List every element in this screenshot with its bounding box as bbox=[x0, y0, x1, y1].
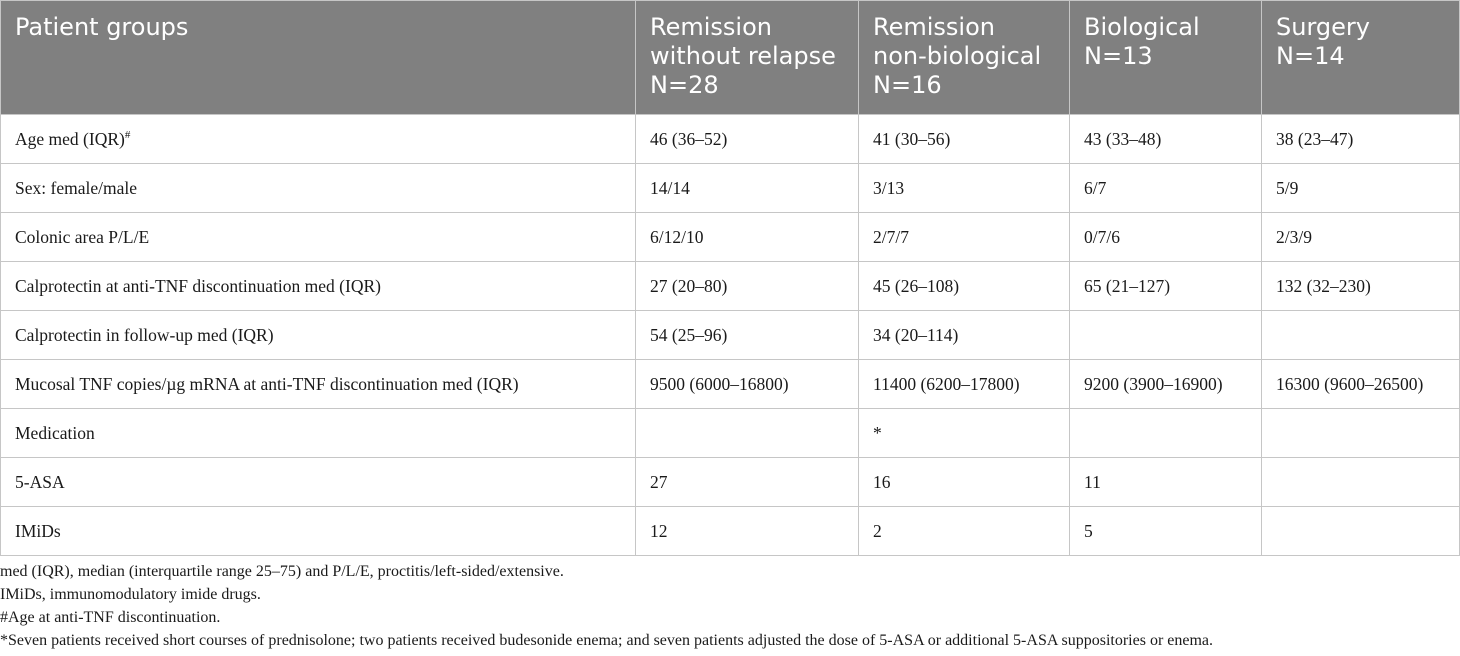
header-line: without relapse bbox=[650, 42, 836, 70]
table-cell: * bbox=[859, 409, 1070, 458]
row-label bbox=[1, 360, 636, 409]
footnote-imids: IMiDs, immunomodulatory imide drugs. bbox=[0, 586, 261, 603]
table-cell: 45 (26–108) bbox=[859, 262, 1070, 311]
table-row bbox=[1, 213, 1460, 262]
table-cell: 12 bbox=[636, 507, 859, 556]
header-line: non-biological bbox=[873, 42, 1042, 70]
table-cell bbox=[636, 409, 859, 458]
table-cell bbox=[1262, 507, 1460, 556]
header-line: Patient groups bbox=[15, 13, 189, 41]
row-label bbox=[1, 262, 636, 311]
row-label-sup: # bbox=[124, 128, 131, 141]
row-label-text: Colonic area P/L/E bbox=[15, 226, 150, 247]
table-cell: 132 (32–230) bbox=[1262, 262, 1460, 311]
table-row bbox=[1, 458, 1460, 507]
footnote-abbreviations: med (IQR), median (interquartile range 25–75) and P/L/E, proctitis/left-sided/extensive. bbox=[0, 563, 564, 580]
table-cell: 16 bbox=[859, 458, 1070, 507]
row-label-text: Sex: female/male bbox=[15, 177, 137, 198]
row-label bbox=[1, 115, 636, 164]
table-row bbox=[1, 409, 1460, 458]
footnote-medication: *Seven patients received short courses of prednisolone; two patients received budesonide enema; and seven patients adjusted the dose of 5-ASA or additional 5-ASA suppositories or enema. bbox=[0, 632, 1214, 649]
table-header bbox=[1, 1, 1460, 115]
table-row bbox=[1, 507, 1460, 556]
row-label-text: Medication bbox=[15, 422, 95, 443]
table-row bbox=[1, 360, 1460, 409]
table-cell: 38 (23–47) bbox=[1262, 115, 1460, 164]
header-line: Remission bbox=[650, 13, 772, 41]
row-label-text: Age med (IQR) bbox=[15, 128, 125, 149]
table-cell: 5 bbox=[1070, 507, 1262, 556]
table-cell: 6/7 bbox=[1070, 164, 1262, 213]
table-cell: 0/7/6 bbox=[1070, 213, 1262, 262]
table-cell bbox=[1070, 311, 1262, 360]
table-cell bbox=[1262, 409, 1460, 458]
header-remission-non-biological bbox=[859, 1, 1070, 115]
footnote-age: #Age at anti-TNF discontinuation. bbox=[0, 609, 221, 626]
row-label bbox=[1, 213, 636, 262]
table-cell: 11 bbox=[1070, 458, 1262, 507]
table-cell bbox=[1262, 311, 1460, 360]
row-label bbox=[1, 458, 636, 507]
row-label-text: 5-ASA bbox=[15, 471, 65, 492]
table-cell: 65 (21–127) bbox=[1070, 262, 1262, 311]
table-cell: 27 bbox=[636, 458, 859, 507]
table-row bbox=[1, 164, 1460, 213]
table-cell: 46 (36–52) bbox=[636, 115, 859, 164]
header-patient-groups bbox=[1, 1, 636, 115]
table-cell: 9200 (3900–16900) bbox=[1070, 360, 1262, 409]
table-cell: 16300 (9600–26500) bbox=[1262, 360, 1460, 409]
row-label bbox=[1, 507, 636, 556]
header-remission-without-relapse bbox=[636, 1, 859, 115]
table-row bbox=[1, 311, 1460, 360]
table-row bbox=[1, 115, 1460, 164]
table-cell bbox=[1262, 458, 1460, 507]
table-row bbox=[1, 262, 1460, 311]
table-cell: 34 (20–114) bbox=[859, 311, 1070, 360]
header-line: N=28 bbox=[650, 71, 719, 99]
table-cell: 6/12/10 bbox=[636, 213, 859, 262]
table-cell: 11400 (6200–17800) bbox=[859, 360, 1070, 409]
row-label-text: Calprotectin at anti-TNF discontinuation med (IQR) bbox=[15, 275, 381, 296]
row-label-text: Calprotectin in follow-up med (IQR) bbox=[15, 324, 274, 345]
table-cell: 9500 (6000–16800) bbox=[636, 360, 859, 409]
row-label bbox=[1, 409, 636, 458]
table-cell: 5/9 bbox=[1262, 164, 1460, 213]
table-cell: 2 bbox=[859, 507, 1070, 556]
row-label-text: Mucosal TNF copies/µg mRNA at anti-TNF discontinuation med (IQR) bbox=[15, 373, 519, 394]
header-biological bbox=[1070, 1, 1262, 115]
table-cell bbox=[1070, 409, 1262, 458]
table-cell: 2/7/7 bbox=[859, 213, 1070, 262]
table-cell: 2/3/9 bbox=[1262, 213, 1460, 262]
table-footnotes bbox=[0, 560, 1213, 652]
table-cell: 41 (30–56) bbox=[859, 115, 1070, 164]
row-label bbox=[1, 164, 636, 213]
table-cell: 43 (33–48) bbox=[1070, 115, 1262, 164]
header-row bbox=[1, 1, 1460, 115]
header-line: N=16 bbox=[873, 71, 942, 99]
table-cell: 54 (25–96) bbox=[636, 311, 859, 360]
table-cell: 14/14 bbox=[636, 164, 859, 213]
header-line: Surgery bbox=[1276, 13, 1370, 41]
header-line: Biological bbox=[1084, 13, 1200, 41]
row-label-text: IMiDs bbox=[15, 520, 61, 541]
header-line: N=14 bbox=[1276, 42, 1345, 70]
header-surgery bbox=[1262, 1, 1460, 115]
header-line: N=13 bbox=[1084, 42, 1153, 70]
table-body bbox=[1, 115, 1460, 556]
table-cell: 3/13 bbox=[859, 164, 1070, 213]
header-line: Remission bbox=[873, 13, 995, 41]
table-cell: 27 (20–80) bbox=[636, 262, 859, 311]
row-label bbox=[1, 311, 636, 360]
